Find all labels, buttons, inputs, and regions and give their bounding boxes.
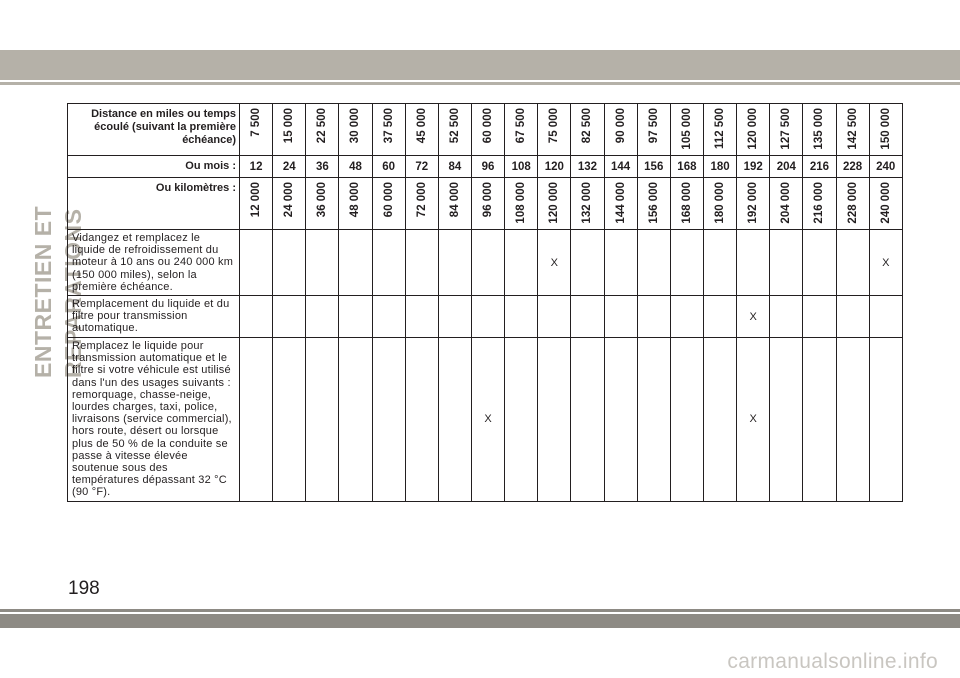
service-mark: [405, 338, 438, 502]
service-mark: [306, 296, 339, 338]
miles-header-row: [68, 104, 903, 156]
km-cell: [306, 178, 339, 230]
miles-cell: [571, 104, 604, 156]
miles-value: 15 000: [283, 108, 296, 144]
service-mark: [703, 230, 736, 296]
km-value: 36 000: [316, 182, 329, 218]
km-value: 168 000: [680, 182, 693, 224]
km-cell: [339, 178, 372, 230]
miles-value: 45 000: [415, 108, 428, 144]
service-mark: [240, 230, 273, 296]
service-mark: [571, 230, 604, 296]
miles-cell: [471, 104, 504, 156]
km-cell: [571, 178, 604, 230]
service-mark: [770, 338, 803, 502]
service-mark: [637, 338, 670, 502]
km-value: 120 000: [548, 182, 561, 224]
miles-cell: [339, 104, 372, 156]
km-value: 72 000: [415, 182, 428, 218]
km-cell: [471, 178, 504, 230]
km-cell: [703, 178, 736, 230]
months-value: 72: [405, 156, 438, 178]
months-value: 36: [306, 156, 339, 178]
service-mark: [438, 296, 471, 338]
service-row: [68, 338, 903, 502]
km-value: 12 000: [250, 182, 263, 218]
km-value: 156 000: [647, 182, 660, 224]
service-mark: [471, 230, 504, 296]
service-mark: [306, 338, 339, 502]
months-value: 96: [471, 156, 504, 178]
service-mark: X: [737, 296, 770, 338]
km-value: 228 000: [846, 182, 859, 224]
service-mark: [438, 230, 471, 296]
service-mark: [405, 230, 438, 296]
header-band-line: [0, 82, 960, 85]
miles-value: 127 500: [780, 108, 793, 150]
page-number: 198: [68, 578, 100, 599]
km-header-label: Ou kilomètres :: [68, 178, 240, 230]
km-cell: [240, 178, 273, 230]
service-mark: [670, 338, 703, 502]
service-mark: [803, 296, 836, 338]
months-value: 144: [604, 156, 637, 178]
service-mark: [273, 338, 306, 502]
km-value: 192 000: [747, 182, 760, 224]
months-value: 180: [703, 156, 736, 178]
service-mark: [604, 296, 637, 338]
miles-cell: [240, 104, 273, 156]
service-mark: [538, 338, 571, 502]
miles-cell: [505, 104, 538, 156]
months-value: 204: [770, 156, 803, 178]
miles-value: 97 500: [647, 108, 660, 144]
service-mark: [637, 230, 670, 296]
km-value: 180 000: [714, 182, 727, 224]
miles-value: 37 500: [382, 108, 395, 144]
km-cell: [803, 178, 836, 230]
miles-value: 7 500: [250, 108, 263, 137]
service-mark: [803, 230, 836, 296]
miles-cell: [438, 104, 471, 156]
months-value: 60: [372, 156, 405, 178]
km-value: 84 000: [448, 182, 461, 218]
km-header-row: [68, 178, 903, 230]
miles-cell: [306, 104, 339, 156]
miles-cell: [372, 104, 405, 156]
miles-value: 112 500: [714, 108, 727, 149]
km-cell: [670, 178, 703, 230]
watermark: carmanualsonline.info: [727, 650, 938, 673]
km-value: 108 000: [515, 182, 528, 224]
miles-cell: [836, 104, 869, 156]
months-value: 240: [869, 156, 902, 178]
service-mark: [703, 296, 736, 338]
miles-value: 82 500: [581, 108, 594, 144]
miles-cell: [869, 104, 902, 156]
miles-value: 30 000: [349, 108, 362, 144]
service-mark: X: [869, 230, 902, 296]
service-mark: [571, 338, 604, 502]
service-mark: [372, 296, 405, 338]
km-cell: [273, 178, 306, 230]
km-value: 132 000: [581, 182, 594, 224]
service-mark: [505, 338, 538, 502]
months-value: 228: [836, 156, 869, 178]
service-mark: [670, 230, 703, 296]
months-value: 168: [670, 156, 703, 178]
header-band: [0, 50, 960, 80]
service-mark: [604, 230, 637, 296]
km-value: 60 000: [382, 182, 395, 218]
service-mark: [836, 338, 869, 502]
months-value: 24: [273, 156, 306, 178]
km-cell: [438, 178, 471, 230]
km-cell: [869, 178, 902, 230]
miles-value: 52 500: [448, 108, 461, 144]
service-mark: [405, 296, 438, 338]
km-cell: [770, 178, 803, 230]
footer-band: [0, 614, 960, 628]
service-mark: X: [471, 338, 504, 502]
miles-value: 90 000: [614, 108, 627, 144]
maintenance-table: [67, 103, 903, 502]
months-header-label: Ou mois :: [68, 156, 240, 178]
km-cell: [538, 178, 571, 230]
miles-cell: [604, 104, 637, 156]
service-mark: [604, 338, 637, 502]
service-mark: [471, 296, 504, 338]
service-mark: X: [538, 230, 571, 296]
service-mark: [273, 230, 306, 296]
months-value: 120: [538, 156, 571, 178]
miles-value: 22 500: [316, 108, 329, 144]
service-mark: [637, 296, 670, 338]
footer-band-line: [0, 609, 960, 612]
miles-header-label: Distance en miles ou temps écoulé (suivant la première échéance): [68, 104, 240, 156]
miles-cell: [273, 104, 306, 156]
miles-value: 135 000: [813, 108, 826, 150]
km-cell: [405, 178, 438, 230]
service-mark: [770, 296, 803, 338]
miles-cell: [703, 104, 736, 156]
km-cell: [737, 178, 770, 230]
months-value: 132: [571, 156, 604, 178]
km-value: 144 000: [614, 182, 627, 224]
service-mark: [836, 230, 869, 296]
miles-value: 120 000: [747, 108, 760, 150]
miles-value: 105 000: [680, 108, 693, 150]
km-cell: [505, 178, 538, 230]
service-row: [68, 296, 903, 338]
km-value: 96 000: [482, 182, 495, 218]
km-value: 240 000: [879, 182, 892, 224]
service-mark: [869, 296, 902, 338]
miles-value: 75 000: [548, 108, 561, 144]
service-description: Remplacement du liquide et du filtre pour transmission automatique.: [68, 296, 240, 338]
service-mark: [372, 338, 405, 502]
service-mark: [670, 296, 703, 338]
km-cell: [836, 178, 869, 230]
miles-cell: [637, 104, 670, 156]
km-value: 48 000: [349, 182, 362, 218]
service-mark: [438, 338, 471, 502]
service-mark: [869, 338, 902, 502]
miles-value: 142 500: [846, 108, 859, 150]
months-value: 108: [505, 156, 538, 178]
service-mark: [273, 296, 306, 338]
miles-cell: [803, 104, 836, 156]
service-mark: X: [737, 338, 770, 502]
service-mark: [240, 338, 273, 502]
service-mark: [770, 230, 803, 296]
km-value: 204 000: [780, 182, 793, 224]
months-header-row: [68, 156, 903, 178]
km-value: 24 000: [283, 182, 296, 218]
months-value: 84: [438, 156, 471, 178]
months-value: 216: [803, 156, 836, 178]
km-cell: [604, 178, 637, 230]
service-mark: [306, 230, 339, 296]
months-value: 192: [737, 156, 770, 178]
service-mark: [737, 230, 770, 296]
service-mark: [339, 338, 372, 502]
miles-cell: [770, 104, 803, 156]
service-mark: [836, 296, 869, 338]
service-row: [68, 230, 903, 296]
service-mark: [505, 230, 538, 296]
miles-cell: [670, 104, 703, 156]
km-value: 216 000: [813, 182, 826, 224]
miles-value: 67 500: [515, 108, 528, 144]
miles-value: 150 000: [879, 108, 892, 150]
service-mark: [372, 230, 405, 296]
service-mark: [240, 296, 273, 338]
miles-cell: [737, 104, 770, 156]
months-value: 156: [637, 156, 670, 178]
service-mark: [339, 230, 372, 296]
service-mark: [703, 338, 736, 502]
service-mark: [505, 296, 538, 338]
service-mark: [571, 296, 604, 338]
months-value: 12: [240, 156, 273, 178]
service-mark: [803, 338, 836, 502]
km-cell: [372, 178, 405, 230]
service-mark: [339, 296, 372, 338]
section-title: ENTRETIEN ET REPARATIONS: [30, 205, 86, 378]
miles-cell: [538, 104, 571, 156]
service-description: Remplacez le liquide pour transmission automatique et le filtre si votre véhicule est utilisé dans l'un des usages suivants : remorquage, chasse-neige, lourdes charges, taxi, police, livraisons (service commercial), hors route, désert ou lorsque plus de 50 % de la conduite se passe à vitesse élevée soutenue sous des températures dépassant 32 °C (90 °F).: [68, 338, 240, 502]
months-value: 48: [339, 156, 372, 178]
service-mark: [538, 296, 571, 338]
miles-cell: [405, 104, 438, 156]
service-description: Vidangez et remplacez le liquide de refroidissement du moteur à 10 ans ou 240 000 km (150 000 miles), selon la première échéance.: [68, 230, 240, 296]
km-cell: [637, 178, 670, 230]
miles-value: 60 000: [482, 108, 495, 144]
